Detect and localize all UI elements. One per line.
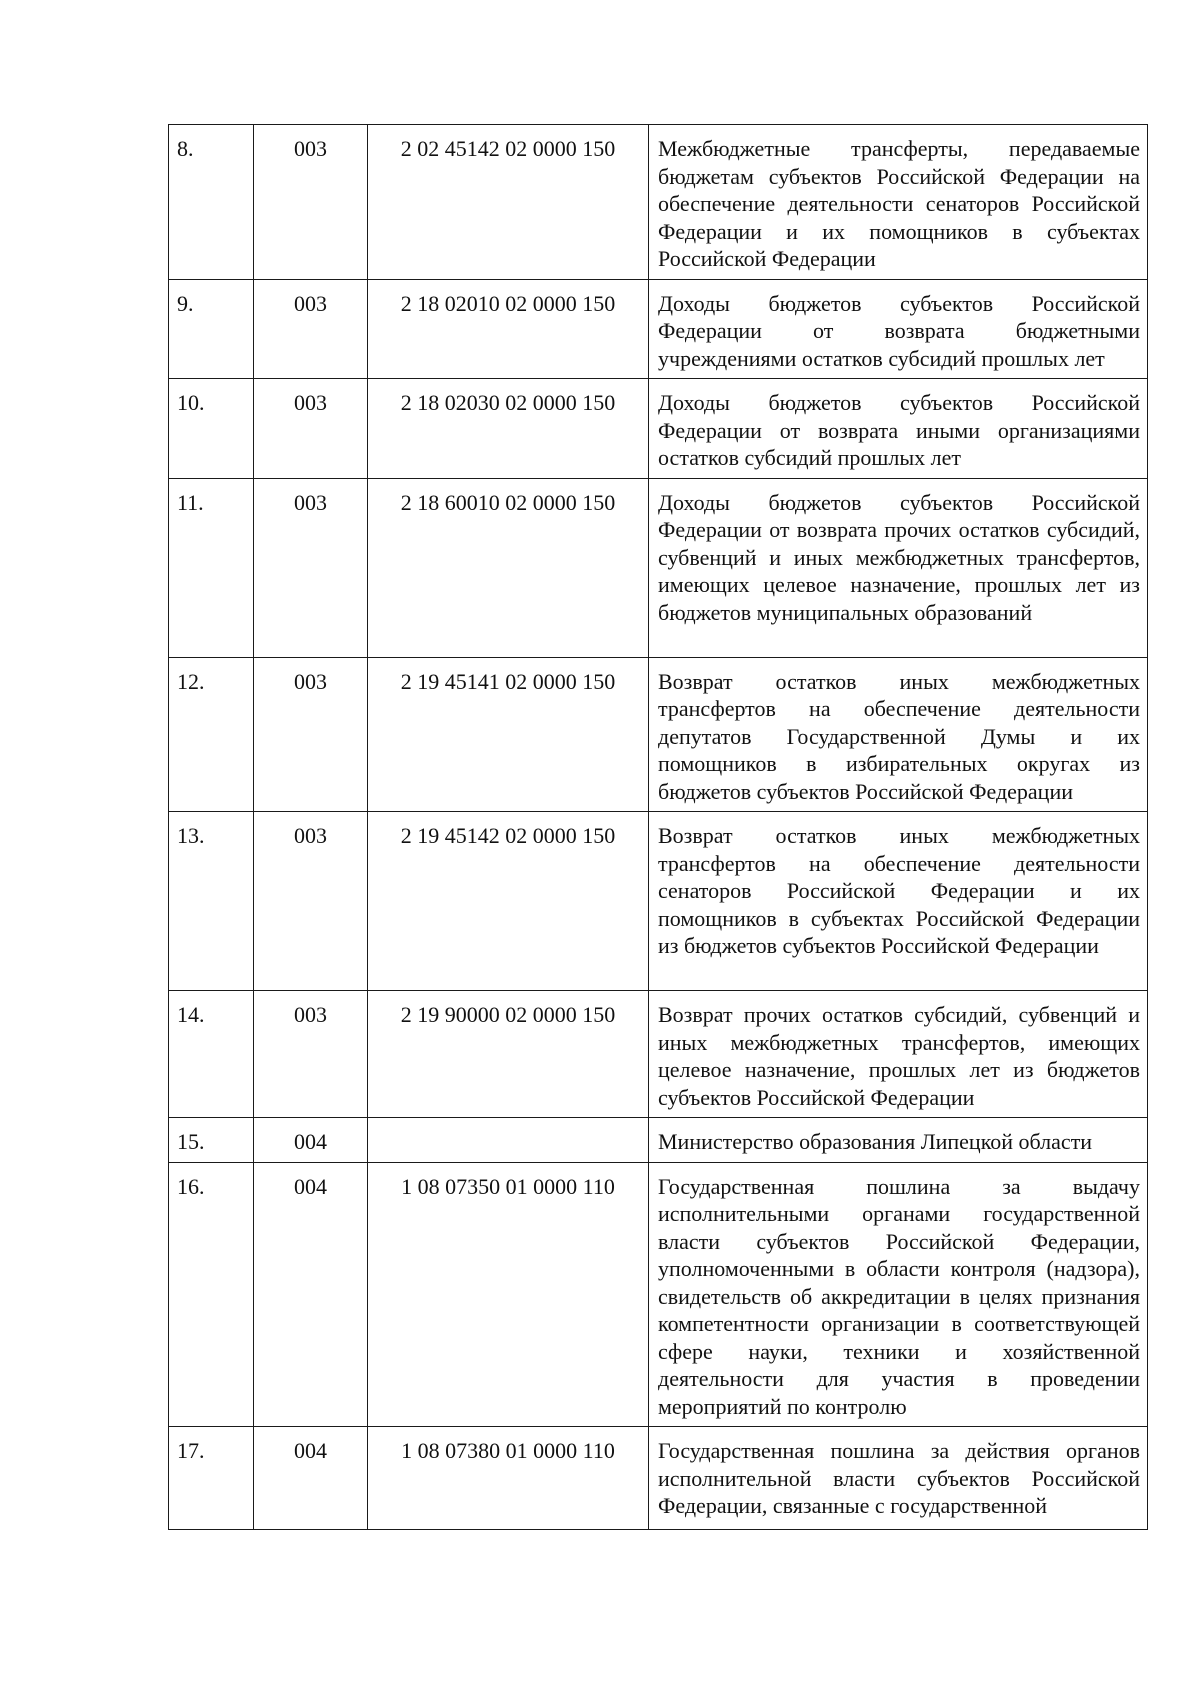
admin-code: 004 bbox=[254, 1162, 368, 1427]
table-row bbox=[169, 279, 1148, 379]
budget-classification-code: 1 08 07380 01 0000 110 bbox=[368, 1427, 649, 1530]
row-number: 12. bbox=[169, 657, 254, 812]
revenue-name: Государственная пошлина за действия органов исполнительной власти субъектов Российской Федерации, связанные с государственной bbox=[649, 1427, 1148, 1530]
row-number: 8. bbox=[169, 125, 254, 280]
table-row bbox=[169, 812, 1148, 991]
revenue-name: Возврат прочих остатков субсидий, субвенций и иных межбюджетных трансфертов, имеющих целевое назначение, прошлых лет из бюджетов субъектов Российской Федерации bbox=[649, 991, 1148, 1118]
row-number: 11. bbox=[169, 478, 254, 657]
admin-code: 003 bbox=[254, 279, 368, 379]
revenue-name: Возврат остатков иных межбюджетных трансфертов на обеспечение деятельности сенаторов Российской Федерации и их помощников в субъектах Российской Федерации из бюджетов субъектов Российской Федерации bbox=[649, 812, 1148, 991]
revenue-name: Доходы бюджетов субъектов Российской Федерации от возврата прочих остатков субсидий, субвенций и иных межбюджетных трансфертов, имеющих целевое назначение, прошлых лет из бюджетов муниципальных образований bbox=[649, 478, 1148, 657]
budget-classification-code: 2 18 60010 02 0000 150 bbox=[368, 478, 649, 657]
table-row bbox=[169, 1427, 1148, 1530]
row-number: 13. bbox=[169, 812, 254, 991]
admin-code: 004 bbox=[254, 1118, 368, 1163]
budget-classification-code: 2 19 90000 02 0000 150 bbox=[368, 991, 649, 1118]
revenue-name: Доходы бюджетов субъектов Российской Федерации от возврата иными организациями остатков субсидий прошлых лет bbox=[649, 379, 1148, 479]
admin-code: 003 bbox=[254, 657, 368, 812]
admin-code: 003 bbox=[254, 991, 368, 1118]
table-row bbox=[169, 657, 1148, 812]
revenue-name: Возврат остатков иных межбюджетных трансфертов на обеспечение деятельности депутатов Государственной Думы и их помощников в избирательных округах из бюджетов субъектов Российской Федерации bbox=[649, 657, 1148, 812]
budget-classification-code: 2 02 45142 02 0000 150 bbox=[368, 125, 649, 280]
table-row bbox=[169, 1162, 1148, 1427]
table-row bbox=[169, 125, 1148, 280]
row-number: 17. bbox=[169, 1427, 254, 1530]
table-row bbox=[169, 991, 1148, 1118]
admin-code: 003 bbox=[254, 478, 368, 657]
revenue-name: Государственная пошлина за выдачу исполнительными органами государственной власти субъектов Российской Федерации, уполномоченными в области контроля (надзора), свидетельств об аккредитации в целях признания компетентности организации в соответствующей сфере науки, техники и хозяйственной деятельности для участия в проведении мероприятий по контролю bbox=[649, 1162, 1148, 1427]
budget-classification-code bbox=[368, 1118, 649, 1163]
row-number: 14. bbox=[169, 991, 254, 1118]
budget-classification-code: 2 19 45141 02 0000 150 bbox=[368, 657, 649, 812]
table-row bbox=[169, 478, 1148, 657]
admin-code: 003 bbox=[254, 812, 368, 991]
budget-classification-code: 2 18 02030 02 0000 150 bbox=[368, 379, 649, 479]
row-number: 15. bbox=[169, 1118, 254, 1163]
budget-classification-code: 2 19 45142 02 0000 150 bbox=[368, 812, 649, 991]
admin-code: 003 bbox=[254, 379, 368, 479]
row-number: 16. bbox=[169, 1162, 254, 1427]
revenue-name: Министерство образования Липецкой области bbox=[649, 1118, 1148, 1163]
table-row bbox=[169, 1118, 1148, 1163]
revenue-name: Доходы бюджетов субъектов Российской Федерации от возврата бюджетными учреждениями остатков субсидий прошлых лет bbox=[649, 279, 1148, 379]
budget-classification-code: 1 08 07350 01 0000 110 bbox=[368, 1162, 649, 1427]
admin-code: 003 bbox=[254, 125, 368, 280]
table-row bbox=[169, 379, 1148, 479]
row-number: 10. bbox=[169, 379, 254, 479]
budget-classification-code: 2 18 02010 02 0000 150 bbox=[368, 279, 649, 379]
revenue-codes-table bbox=[168, 124, 1148, 1530]
admin-code: 004 bbox=[254, 1427, 368, 1530]
row-number: 9. bbox=[169, 279, 254, 379]
revenue-name: Межбюджетные трансферты, передаваемые бюджетам субъектов Российской Федерации на обеспечение деятельности сенаторов Российской Федерации и их помощников в субъектах Российской Федерации bbox=[649, 125, 1148, 280]
